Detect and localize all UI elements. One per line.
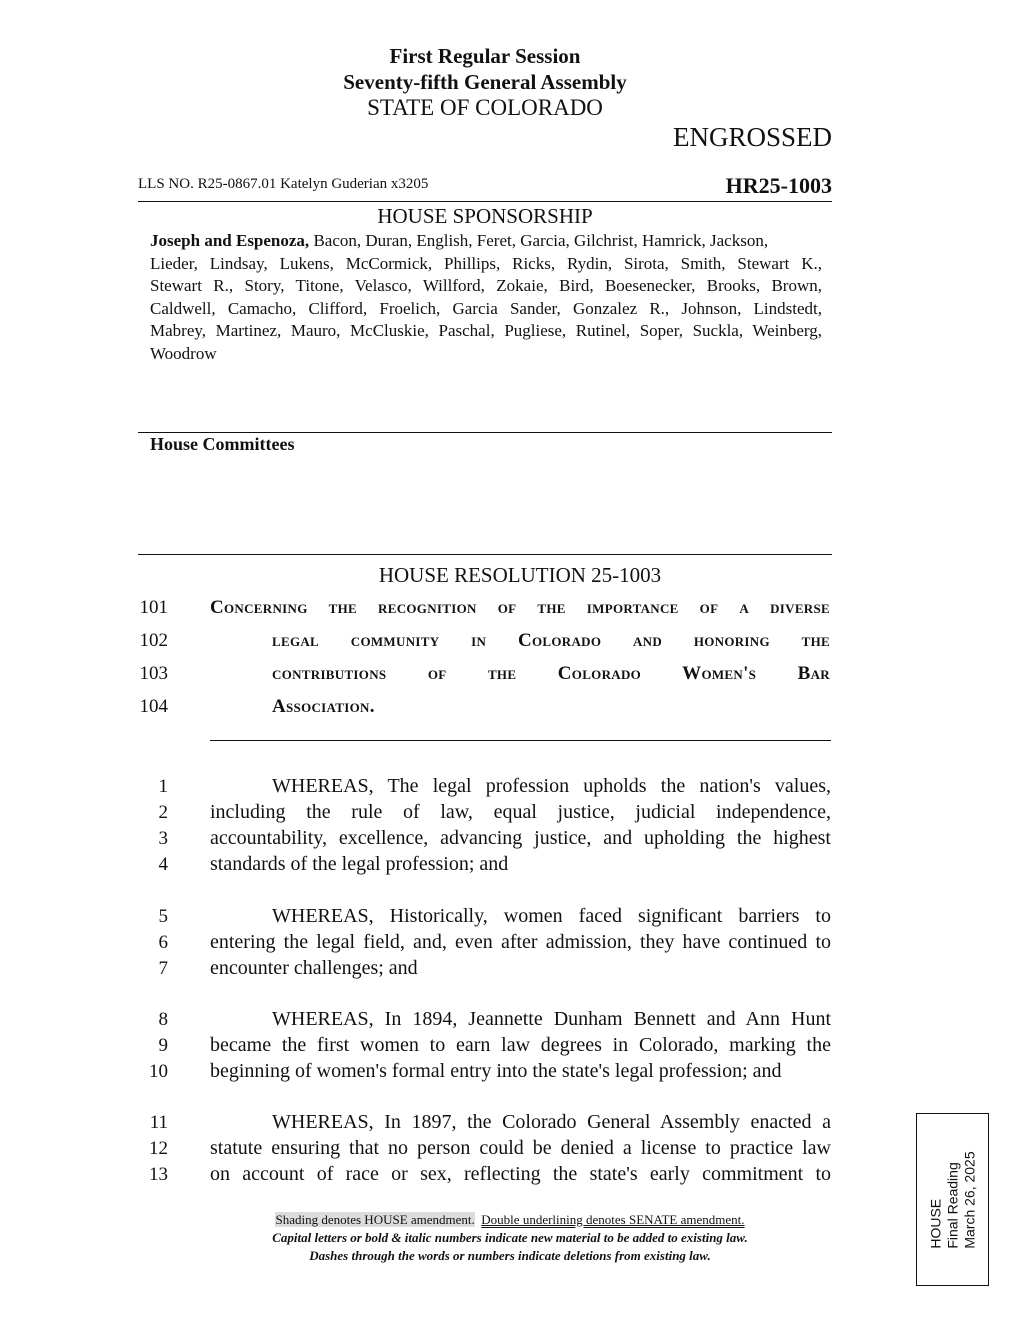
session-title: First Regular Session <box>389 44 581 68</box>
body-line: WHEREAS, Historically, women faced significant barriers to <box>272 905 831 927</box>
primary-sponsors: Joseph and Espenoza, <box>150 231 310 250</box>
line-number: 11 <box>149 1112 168 1133</box>
dashes-note <box>200 1248 820 1264</box>
title-line: Concerning the recognition of the importance of a diverse <box>210 597 830 618</box>
body-line: accountability, excellence, advancing justice, and upholding the highest <box>210 827 831 849</box>
title-line: Association. <box>272 696 375 717</box>
line-number: 10 <box>149 1061 168 1082</box>
dashes-text: Dashes through the words or numbers indicate deletions from existing law. <box>309 1248 711 1263</box>
assembly-title: Seventy-fifth General Assembly <box>343 70 627 94</box>
committees-rule <box>138 432 832 433</box>
sponsor-line: Mabrey, Martinez, Mauro, McCluskie, Paschal, Pugliese, Rutinel, Soper, Suckla, Weinberg, <box>150 321 822 340</box>
line-number: 13 <box>149 1164 168 1185</box>
lls-number: LLS NO. R25-0867.01 Katelyn Guderian x3205 <box>138 176 429 192</box>
title-line: legal community in Colorado and honoring the <box>272 630 830 651</box>
line-number: 101 <box>139 597 168 618</box>
line-number: 3 <box>158 828 168 849</box>
sponsor-line: Stewart R., Story, Titone, Velasco, Willford, Zokaie, Bird, Boesenecker, Brooks, Brown, <box>150 276 822 295</box>
resolution-title: HOUSE RESOLUTION 25-1003 <box>378 563 662 587</box>
line-number: 7 <box>158 958 168 979</box>
title-line: contributions of the Colorado Women's Bar <box>272 663 830 684</box>
line-number: 103 <box>139 663 168 684</box>
title-rule <box>210 740 831 741</box>
stamp-reading: Final Reading <box>944 1161 960 1249</box>
shading-note: Shading denotes HOUSE amendment. <box>275 1212 475 1227</box>
sponsor-line <box>150 230 822 253</box>
body-line: WHEREAS, The legal profession upholds the nation's values, <box>272 775 831 797</box>
sponsor-line: Caldwell, Camacho, Clifford, Froelich, Garcia Sander, Gonzalez R., Johnson, Lindstedt, <box>150 298 822 318</box>
header-rule <box>138 201 832 202</box>
line-number: 9 <box>158 1035 168 1056</box>
amendment-legend <box>200 1212 820 1228</box>
sponsor-line: Woodrow <box>150 343 217 363</box>
line-number: 5 <box>158 906 168 927</box>
engrossed-label: ENGROSSED <box>672 122 832 152</box>
body-line: encounter challenges; and <box>210 957 418 979</box>
body-line: WHEREAS, In 1897, the Colorado General Assembly enacted a <box>272 1111 831 1133</box>
line-number: 8 <box>158 1009 168 1030</box>
body-line: WHEREAS, In 1894, Jeannette Dunham Bennett and Ann Hunt <box>272 1008 831 1030</box>
capital-letters-text: Capital letters or bold & italic numbers indicate new material to be added to existing law. <box>272 1230 748 1245</box>
line-number: 2 <box>158 802 168 823</box>
line-number: 102 <box>139 630 168 651</box>
line-number: 12 <box>149 1138 168 1159</box>
line-number: 4 <box>158 854 168 875</box>
bill-number: HR25-1003 <box>725 173 832 198</box>
line-number: 1 <box>158 776 168 797</box>
double-underline-note: Double underlining denotes SENATE amendment. <box>481 1212 745 1227</box>
final-reading-stamp <box>916 1113 989 1286</box>
body-line: standards of the legal profession; and <box>210 853 509 875</box>
body-line: became the first women to earn law degrees in Colorado, marking the <box>210 1034 831 1056</box>
sponsor-list <box>150 230 822 365</box>
body-line: on account of race or sex, reflecting the state's early commitment to <box>210 1163 831 1185</box>
stamp-date: March 26, 2025 <box>961 1150 977 1249</box>
stamp-text <box>927 1151 978 1248</box>
sponsorship-title: HOUSE SPONSORSHIP <box>377 204 593 228</box>
sponsor-line: Lieder, Lindsay, Lukens, McCormick, Phillips, Ricks, Rydin, Sirota, Smith, Stewart K., <box>150 253 822 273</box>
stamp-chamber: HOUSE <box>927 1198 943 1249</box>
body-line: beginning of women's formal entry into the state's legal profession; and <box>210 1060 782 1082</box>
capital-letters-note <box>200 1230 820 1246</box>
resolution-rule <box>138 554 832 555</box>
body-line: statute ensuring that no person could be denied a license to practice law <box>210 1137 831 1159</box>
line-number: 104 <box>139 696 168 717</box>
sponsor-line-text: Bacon, Duran, English, Feret, Garcia, Gilchrist, Hamrick, Jackson, <box>309 231 769 250</box>
house-committees-label: House Committees <box>150 434 295 454</box>
line-number: 6 <box>158 932 168 953</box>
body-line: including the rule of law, equal justice, judicial independence, <box>210 801 831 823</box>
state-title: STATE OF COLORADO <box>367 95 603 120</box>
body-line: entering the legal field, and, even after admission, they have continued to <box>210 931 831 953</box>
